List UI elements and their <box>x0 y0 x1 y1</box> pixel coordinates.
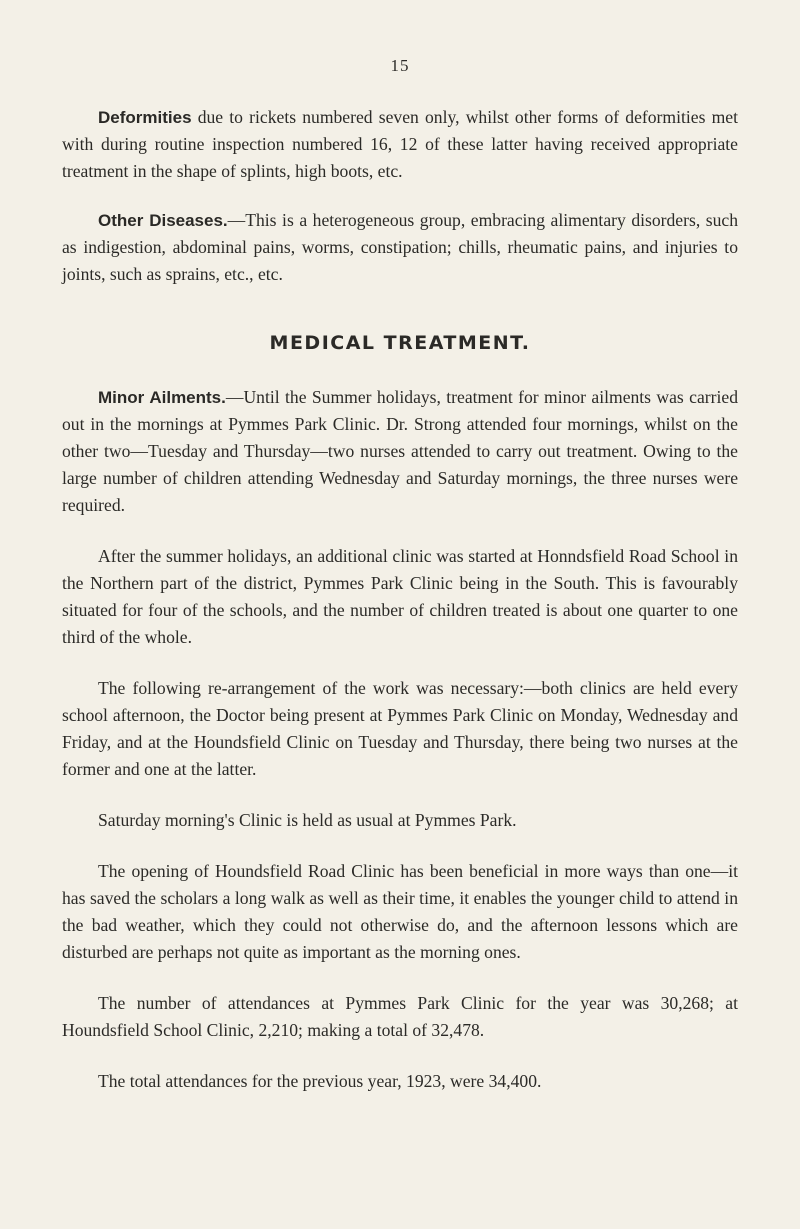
paragraph-opening: The opening of Houndsfield Road Clinic has been beneficial in more ways than one—it has saved the scholars a long walk as well as their time, it enables the younger child to attend in the bad weather, which they could not otherwise do, and the afternoon lessons which are disturbed are perhaps not quite as important as the morning ones. <box>62 861 738 962</box>
page-number: 15 <box>390 56 410 75</box>
paragraph-other-diseases <box>62 207 738 288</box>
other-diseases-text: —This is a heterogeneous group, embracing alimentary disorders, such as indigestion, abdominal pains, worms, constipation; chills, rheumatic pains, and injuries to joints, such as sprains, etc., etc. <box>62 210 738 284</box>
deformities-text: due to rickets numbered seven only, whilst other forms of deformities met with during routine inspection numbered 16, 12 of these latter having received appropriate treatment in the shape of splints, high boots, etc. <box>62 107 738 181</box>
paragraph-attendances: The number of attendances at Pymmes Park Clinic for the year was 30,268; at Houndsfield School Clinic, 2,210; making a total of 32,478. <box>62 993 738 1040</box>
minor-ailments-heading: Minor Ailments. <box>98 388 226 407</box>
paragraph-rearrangement: The following re-arrangement of the work was necessary:—both clinics are held every school afternoon, the Doctor being present at Pymmes Park Clinic on Monday, Wednesday and Friday, and at the Houndsfield Clinic on Tuesday and Thursday, there being two nurses at the former and one at the latter. <box>62 678 738 779</box>
deformities-heading: Deformities <box>98 108 192 127</box>
paragraph-previous-year: The total attendances for the previous year, 1923, were 34,400. <box>98 1071 542 1091</box>
paragraph-saturday: Saturday morning's Clinic is held as usual at Pymmes Park. <box>98 810 517 830</box>
paragraph-minor-ailments <box>62 384 738 519</box>
paragraph-deformities <box>62 104 738 185</box>
section-heading-medical-treatment: MEDICAL TREATMENT. <box>269 332 531 354</box>
other-diseases-heading: Other Diseases. <box>98 211 228 230</box>
minor-ailments-text: —Until the Summer holidays, treatment for minor ailments was carried out in the mornings at Pymmes Park Clinic. Dr. Strong attended four mornings, whilst on the other two—Tuesday and Thursday—two nurses attended to carry out treatment. Owing to the large number of children attending Wednesday and Saturday mornings, the three nurses were required. <box>62 387 738 515</box>
paragraph-after-summer: After the summer holidays, an additional clinic was started at Honndsfield Road School in the Northern part of the district, Pymmes Park Clinic being in the South. This is favourably situated for four of the schools, and the number of children treated is about one quarter to one third of the whole. <box>62 546 738 647</box>
